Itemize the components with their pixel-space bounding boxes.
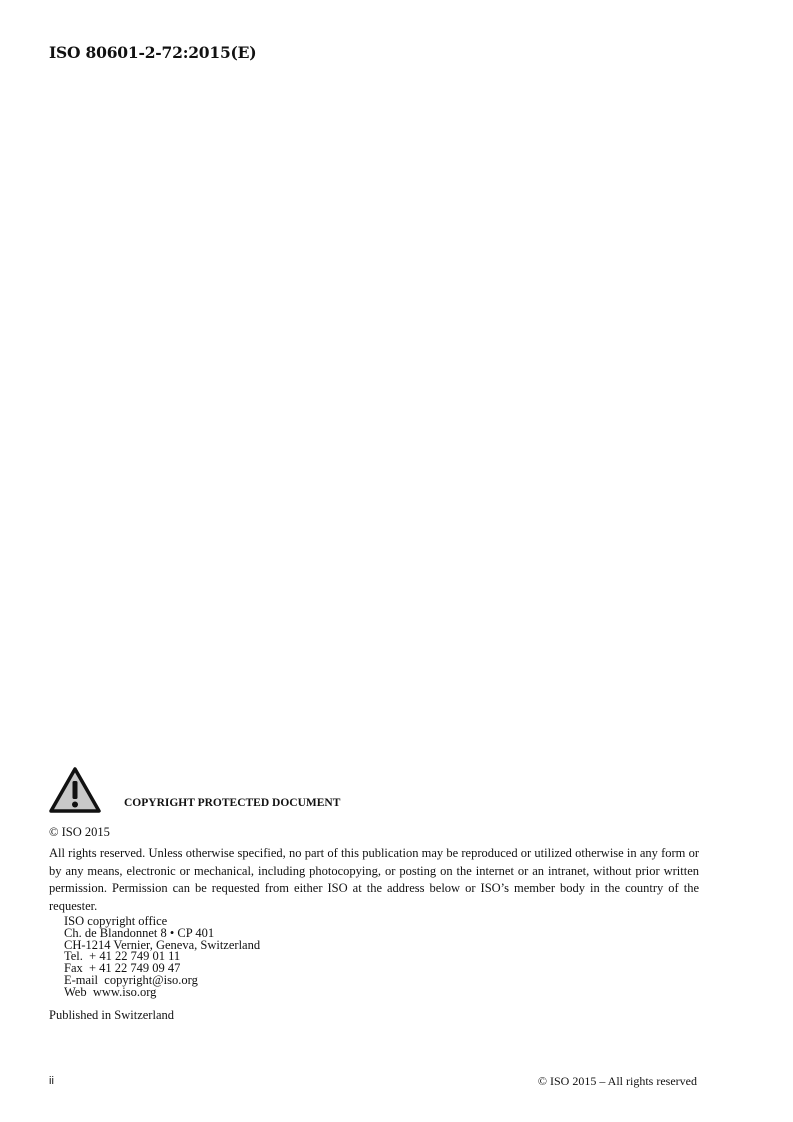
notice-label: COPYRIGHT PROTECTED DOCUMENT [124,797,341,809]
address-line: ISO copyright office [64,914,168,928]
web-line: Web www.iso.org [64,984,157,999]
page-number: ii [49,1075,54,1087]
published-location: Published in Switzerland [49,1008,174,1022]
email-line: E-mail copyright@iso.org [64,972,198,987]
copyright-notice [48,766,708,816]
address-line: Ch. de Blandonnet 8 • CP 401 [64,925,215,940]
copyright-year: © ISO 2015 [49,825,110,839]
document-title: ISO 80601-2-72:2015(E) [49,43,257,62]
fax-line: Fax + 41 22 749 09 47 [64,961,181,976]
address-block [64,916,260,999]
rights-paragraph: All rights reserved. Unless otherwise specified, no part of this publication may be reproduced or utilized otherwise in any form or by any means, electronic or mechanical, including photocopying, or posting on the internet or an intranet, without prior written permission. Permission can be requested from either ISO at the address below or ISO’s member body in the country of the requester. [49,846,699,913]
phone-line: Tel. + 41 22 749 01 11 [64,949,181,964]
address-line: CH-1214 Vernier, Geneva, Switzerland [64,937,261,952]
footer-copyright: © ISO 2015 – All rights reserved [537,1074,697,1088]
warning-triangle-icon [48,766,102,814]
